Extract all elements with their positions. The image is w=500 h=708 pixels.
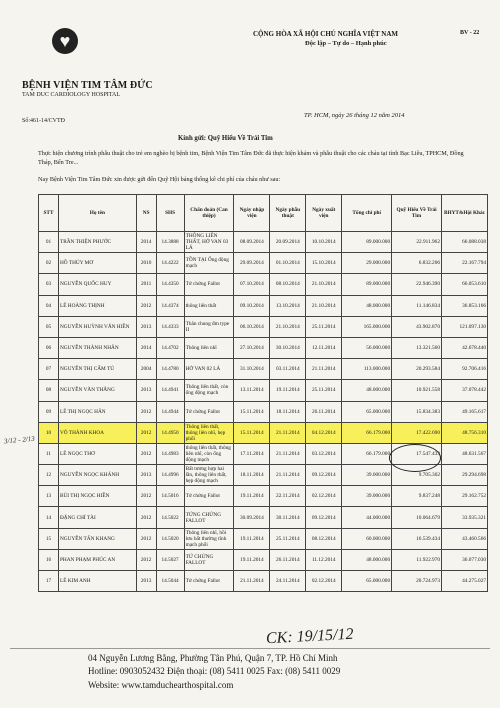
table-cell: 07.10.2014 — [234, 274, 270, 295]
table-cell: 56.000.000 — [342, 337, 392, 358]
handwritten-margin-note: 3/12 - 2/13 — [3, 434, 36, 446]
table-cell: 21.11.2014 — [234, 571, 270, 592]
table-cell: 12.11.2014 — [306, 337, 342, 358]
table-cell: 89.000.000 — [342, 232, 392, 253]
national-motto: Độc lập – Tự do – Hạnh phúc — [305, 40, 387, 47]
table-cell: 29.294.698 — [441, 465, 487, 486]
hospital-logo — [20, 28, 116, 82]
table-cell: 65.000.000 — [342, 401, 392, 422]
table-cell: LÊ NGỌC THƠ — [58, 443, 136, 464]
table-cell: 18.11.2014 — [270, 401, 306, 422]
letter-paragraph-2: Nay Bệnh Viện Tim Tâm Đức xin được gửi đến Quỹ Hội bảng thống kê chi phí của cháu như sau: — [38, 176, 281, 183]
table-cell: NGUYỄN HUỲNH VĂN HIỀN — [58, 316, 136, 337]
table-cell: 66.053.610 — [441, 274, 487, 295]
table-row — [39, 380, 488, 401]
table-cell: 14.4702 — [156, 337, 184, 358]
footer-website: Website: www.tamduchearthospital.com — [88, 680, 234, 690]
table-cell: 2013 — [136, 465, 156, 486]
table-cell: NGUYỄN THÀNH NHÂN — [58, 337, 136, 358]
table-cell: 21.10.2014 — [306, 295, 342, 316]
table-cell: 03.11.2014 — [270, 359, 306, 380]
table-cell: 2004 — [136, 359, 156, 380]
table-cell: 01 — [39, 232, 59, 253]
footer-address: 04 Nguyễn Lương Bằng, Phường Tân Phú, Quận 7, TP. Hồ Chí Minh — [88, 653, 338, 663]
footer-phone: Hotline: 0903052432 Điện thoại: (08) 5411 0025 Fax: (08) 5411 0029 — [88, 666, 341, 676]
table-cell: 18.11.2014 — [234, 465, 270, 486]
table-cell: 9.837.248 — [392, 486, 442, 507]
table-cell: 66.088.038 — [441, 232, 487, 253]
table-cell: 29.000.000 — [342, 253, 392, 274]
table-cell: Bất tương hợp hai lần, thông liên thất, hẹp động mạch — [184, 465, 234, 486]
column-header: Họ tên — [58, 195, 136, 232]
table-cell: HỒ THÚY MƠ — [58, 253, 136, 274]
handwritten-signature-note: CK: 19/15/12 — [265, 625, 354, 648]
table-cell: 14.3888 — [156, 232, 184, 253]
table-cell: 2012 — [136, 401, 156, 422]
column-header: NS — [136, 195, 156, 232]
table-cell: 14.4780 — [156, 359, 184, 380]
table-cell: 44.000.000 — [342, 507, 392, 528]
table-cell: 13.10.2014 — [270, 295, 306, 316]
table-cell: 06 — [39, 337, 59, 358]
table-cell: Thông liên thất, còn ống động mạch — [184, 380, 234, 401]
table-cell: VÕ THÀNH KHOA — [58, 422, 136, 443]
circled-amount-mark — [389, 444, 441, 472]
table-cell: 21.11.2014 — [270, 465, 306, 486]
column-header: Chẩn đoán (Can thiệp) — [184, 195, 234, 232]
table-row — [39, 486, 488, 507]
table-cell: 11.12.2014 — [306, 549, 342, 570]
table-cell: BÙI THỊ NGỌC HIỀN — [58, 486, 136, 507]
table-cell: 48.000.000 — [342, 380, 392, 401]
table-cell: 14.4983 — [156, 443, 184, 464]
table-cell: 27.10.2014 — [234, 337, 270, 358]
table-cell: 05 — [39, 316, 59, 337]
table-cell: 14.4350 — [156, 274, 184, 295]
table-cell: 21.11.2014 — [306, 359, 342, 380]
table-cell: Thông liên nhĩ — [184, 337, 234, 358]
table-cell: Tứ chứng Fallot — [184, 274, 234, 295]
table-cell: 48.000.000 — [342, 549, 392, 570]
table-cell: 24.11.2014 — [270, 571, 306, 592]
table-cell: thông liên thất — [184, 295, 234, 316]
table-cell: 65.000.000 — [342, 571, 392, 592]
table-cell: thông liên thất, thông liên nhĩ, còn ống động mạch — [184, 443, 234, 464]
table-cell: 14 — [39, 507, 59, 528]
table-cell: Tứ chứng Fallot — [184, 486, 234, 507]
table-cell: 08 — [39, 380, 59, 401]
table-row — [39, 528, 488, 549]
table-cell: 36.077.030 — [441, 549, 487, 570]
table-cell: TỨ CHỨNG FALLOT — [184, 549, 234, 570]
table-cell: 48.756.310 — [441, 422, 487, 443]
table-cell: 29.162.752 — [441, 486, 487, 507]
table-cell: 19.11.2014 — [234, 486, 270, 507]
table-cell: 14.4996 — [156, 465, 184, 486]
table-cell: 15.11.2014 — [234, 422, 270, 443]
table-cell: 37.078.442 — [441, 380, 487, 401]
table-cell: PHAN PHẠM PHÚC AN — [58, 549, 136, 570]
table-cell: 01.10.2014 — [270, 253, 306, 274]
table-cell: 16.539.434 — [392, 528, 442, 549]
table-cell: 43.460.566 — [441, 528, 487, 549]
reference-number: Số:461-14/CVTĐ — [22, 118, 66, 124]
table-cell: 02 — [39, 253, 59, 274]
column-header: Quỹ Hiểu Về Trái Tim — [392, 195, 442, 232]
table-cell: 06.10.2014 — [234, 316, 270, 337]
table-cell: 48.631.567 — [441, 443, 487, 464]
table-cell: 2012 — [136, 549, 156, 570]
table-cell: 09.12.2014 — [306, 465, 342, 486]
table-cell: 15.11.2014 — [234, 401, 270, 422]
table-cell: 48.000.000 — [342, 295, 392, 316]
table-cell: 03 — [39, 274, 59, 295]
column-header: SHS — [156, 195, 184, 232]
table-cell: 2013 — [136, 571, 156, 592]
table-cell: 44.275.027 — [441, 571, 487, 592]
table-cell: 07 — [39, 359, 59, 380]
table-cell: 26.11.2014 — [306, 401, 342, 422]
table-cell: 19.11.2014 — [234, 549, 270, 570]
table-cell: 14.4333 — [156, 316, 184, 337]
table-cell: 08.09.2014 — [234, 232, 270, 253]
column-header: Ngày phẫu thuật — [270, 195, 306, 232]
table-cell: 39.000.000 — [342, 465, 392, 486]
table-cell: 14.5044 — [156, 571, 184, 592]
form-code: BV - 22 — [460, 30, 480, 36]
table-cell: 13 — [39, 486, 59, 507]
table-row — [39, 422, 488, 443]
hospital-name: BỆNH VIỆN TIM TÂM ĐỨC — [22, 80, 153, 91]
table-cell: 11 — [39, 443, 59, 464]
table-cell: Tứ chứng Fallot — [184, 401, 234, 422]
table-cell: 2010 — [136, 253, 156, 274]
table-cell: 04 — [39, 295, 59, 316]
table-cell: NGUYỄN TẤN KHANG — [58, 528, 136, 549]
table-cell: 2012 — [136, 422, 156, 443]
table-cell: 2012 — [136, 528, 156, 549]
table-cell: 17.422.690 — [392, 422, 442, 443]
table-cell: 30.10.2014 — [270, 337, 306, 358]
table-cell: 2013 — [136, 380, 156, 401]
hospital-subname: TAM DUC CARDIOLOGY HOSPITAL — [22, 92, 120, 98]
table-cell: 21.10.2014 — [270, 316, 306, 337]
table-cell: LÊ HOÀNG THỊNH — [58, 295, 136, 316]
table-cell: 08.10.2014 — [270, 274, 306, 295]
table-cell: 02.12.2014 — [306, 486, 342, 507]
table-row — [39, 232, 488, 253]
table-cell: 2012 — [136, 443, 156, 464]
table-cell: 04.12.2014 — [306, 422, 342, 443]
table-cell: 17.11.2014 — [234, 443, 270, 464]
table-cell: THÔNG LIÊN THẤT, HỞ VAN 03 LÁ — [184, 232, 234, 253]
table-cell: 9.705.302 — [392, 465, 442, 486]
table-cell: Thân chung đm type II — [184, 316, 234, 337]
table-cell: 14.4941 — [156, 380, 184, 401]
table-cell: 30.09.2014 — [234, 507, 270, 528]
table-cell: 89.000.000 — [342, 274, 392, 295]
table-cell: NGUYỄN THỊ CẨM TÚ — [58, 359, 136, 380]
table-row — [39, 507, 488, 528]
table-cell: LÊ THỊ NGỌC HÂN — [58, 401, 136, 422]
table-cell: NGUYỄN NGỌC KHÁNH — [58, 465, 136, 486]
table-row — [39, 253, 488, 274]
table-cell: 14.4374 — [156, 295, 184, 316]
nation-title: CỘNG HÒA XÃ HỘI CHỦ NGHĨA VIỆT NAM — [253, 30, 399, 38]
table-cell: 60.000.000 — [342, 528, 392, 549]
table-cell: 66.179.000 — [342, 422, 392, 443]
table-cell: 14.5022 — [156, 507, 184, 528]
table-cell: 14.5016 — [156, 486, 184, 507]
table-row — [39, 316, 488, 337]
table-cell: TRẦN THIỆN PHƯỚC — [58, 232, 136, 253]
table-row — [39, 274, 488, 295]
table-cell: 33.935.321 — [441, 507, 487, 528]
table-cell: ĐẶNG CHÍ TÀI — [58, 507, 136, 528]
table-cell: 2012 — [136, 507, 156, 528]
table-cell: 22.11.2014 — [270, 486, 306, 507]
letter-paragraph: Thực hiện chương trình phẫu thuật cho trẻ em nghèo bị bệnh tim, Bệnh Viện Tim Tâm Đức đã thực hiện khám và phẫu thuật cho các cháu tại tỉnh Bạc Liêu, TPHCM, Đồng Tháp, Bến Tre... — [38, 150, 464, 166]
table-cell: 13.11.2014 — [234, 380, 270, 401]
table-cell: 2012 — [136, 295, 156, 316]
table-cell: 13.321.560 — [392, 337, 442, 358]
table-cell: NGUYỄN VĂN THẮNG — [58, 380, 136, 401]
table-cell: 25.11.2014 — [270, 528, 306, 549]
table-cell: 36.853.166 — [441, 295, 487, 316]
table-cell: 25.11.2014 — [306, 316, 342, 337]
table-cell: 11.146.834 — [392, 295, 442, 316]
table-cell: 6.832.206 — [392, 253, 442, 274]
column-header: BHYT&Hội Khác — [441, 195, 487, 232]
table-row — [39, 401, 488, 422]
table-cell: 22.911.962 — [392, 232, 442, 253]
table-cell: 92.706.416 — [441, 359, 487, 380]
table-cell: 12 — [39, 465, 59, 486]
table-cell: 14.4944 — [156, 401, 184, 422]
table-cell: 21.11.2014 — [270, 422, 306, 443]
table-cell: 11.922.970 — [392, 549, 442, 570]
table-cell: TỨNG CHỨNG FALLOT — [184, 507, 234, 528]
table-cell: Tứ chứng Fallot — [184, 571, 234, 592]
table-cell: 09.12.2014 — [306, 507, 342, 528]
table-cell: 15.834.383 — [392, 401, 442, 422]
column-header: Ngày nhập viện — [234, 195, 270, 232]
table-cell: 21.11.2014 — [270, 443, 306, 464]
table-cell: 10.064.679 — [392, 507, 442, 528]
table-cell: 2014 — [136, 337, 156, 358]
table-cell: 2012 — [136, 486, 156, 507]
table-row — [39, 571, 488, 592]
table-cell: 14.5027 — [156, 549, 184, 570]
table-cell: 43.902.870 — [392, 316, 442, 337]
table-cell: 10 — [39, 422, 59, 443]
table-cell: 25.11.2014 — [306, 380, 342, 401]
table-cell: 17 — [39, 571, 59, 592]
column-header: Ngày xuất viện — [306, 195, 342, 232]
table-cell: 03.12.2014 — [306, 443, 342, 464]
table-cell: TỒN TẠI Ống động mạch — [184, 253, 234, 274]
table-cell: 66.179.000 — [342, 443, 392, 464]
table-cell: 29.09.2014 — [234, 253, 270, 274]
table-cell: 14.4950 — [156, 422, 184, 443]
table-cell: Thông liên thất, thông liên nhĩ, hẹp phổi — [184, 422, 234, 443]
table-cell: 26.11.2014 — [270, 549, 306, 570]
table-cell: 14.5020 — [156, 528, 184, 549]
table-row — [39, 337, 488, 358]
table-cell: 121.097.130 — [441, 316, 487, 337]
table-cell: HỞ VAN 02 LÁ — [184, 359, 234, 380]
greeting: Kính gửi: Quỹ Hiểu Về Trái Tim — [178, 135, 273, 142]
table-cell: 20.724.973 — [392, 571, 442, 592]
table-cell: 49.165.617 — [441, 401, 487, 422]
table-cell: 14.4222 — [156, 253, 184, 274]
table-row — [39, 359, 488, 380]
column-header: STT — [39, 195, 59, 232]
table-cell: NGUYỄN QUỐC HUY — [58, 274, 136, 295]
table-cell: 165.000.000 — [342, 316, 392, 337]
table-cell: LÊ KIM ANH — [58, 571, 136, 592]
table-cell: 20.09.2014 — [270, 232, 306, 253]
table-row — [39, 295, 488, 316]
table-cell: 20.293.584 — [392, 359, 442, 380]
table-cell: 19.11.2014 — [234, 528, 270, 549]
footer-divider — [10, 648, 490, 649]
heart-icon: ♥ — [52, 28, 78, 54]
column-header: Tổng chi phí — [342, 195, 392, 232]
table-body — [39, 232, 488, 592]
table-cell: 2011 — [136, 274, 156, 295]
table-cell: 10.921.558 — [392, 380, 442, 401]
table-cell: 10.10.2014 — [306, 232, 342, 253]
table-cell: 31.10.2014 — [234, 359, 270, 380]
table-row — [39, 549, 488, 570]
table-cell: 22.167.794 — [441, 253, 487, 274]
cost-table — [38, 194, 488, 592]
table-cell: 42.678.440 — [441, 337, 487, 358]
table-cell: 16 — [39, 549, 59, 570]
table-cell: 22.946.390 — [392, 274, 442, 295]
table-cell: Thông liên nhĩ, hồi lưu bất thường tĩnh mạch phổi — [184, 528, 234, 549]
table-cell: 21.10.2014 — [306, 274, 342, 295]
table-cell: 08.12.2014 — [306, 528, 342, 549]
table-header-row — [39, 195, 488, 232]
document-date: TP. HCM, ngày 26 tháng 12 năm 2014 — [304, 112, 405, 119]
table-cell: 02.12.2014 — [306, 571, 342, 592]
table-cell: 113.000.000 — [342, 359, 392, 380]
table-cell: 09 — [39, 401, 59, 422]
table-cell: 39.000.000 — [342, 486, 392, 507]
table-cell: 30.11.2014 — [270, 507, 306, 528]
table-cell: 09.10.2014 — [234, 295, 270, 316]
table-cell: 17.547.433 — [392, 443, 442, 464]
table-cell: 15 — [39, 528, 59, 549]
table-cell: 2014 — [136, 232, 156, 253]
table-cell: 2013 — [136, 316, 156, 337]
table-cell: 19.11.2014 — [270, 380, 306, 401]
table-cell: 15.10.2014 — [306, 253, 342, 274]
